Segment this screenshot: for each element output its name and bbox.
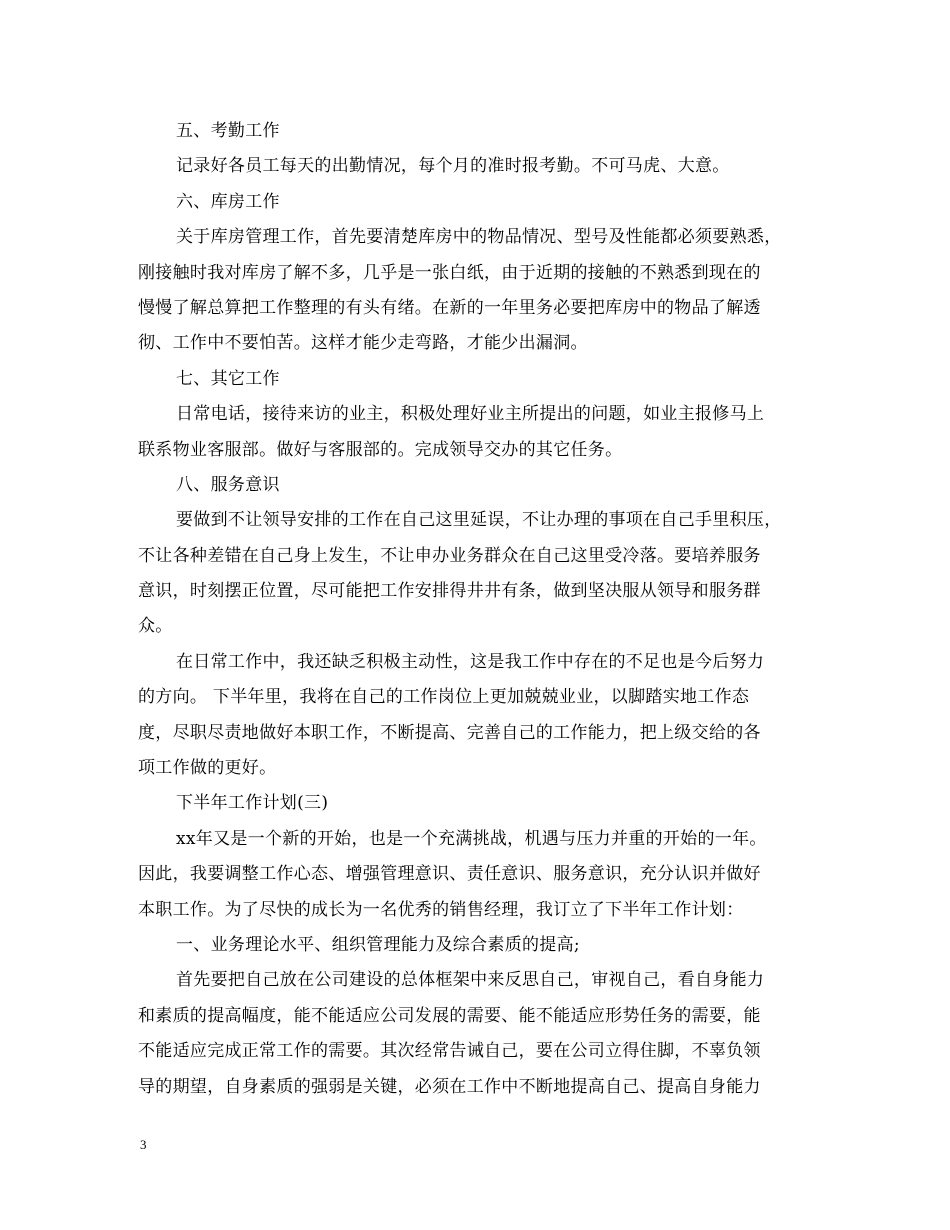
text-line: 日常电话，接待来访的业主，积极处理好业主所提出的问题，如业主报修马上 [176,404,765,425]
text-line: 记录好各员工每天的出勤情况，每个月的准时报考勤。不可马虎、大意。 [176,156,730,177]
text-line: 要做到不让领导安排的工作在自己这里延误，不让办理的事项在自己手里积压， [176,510,782,531]
text-line: 一、业务理论水平、组织管理能力及综合素质的提高; [176,934,580,955]
text-line: 意识，时刻摆正位置，尽可能把工作安排得井井有条，做到坚决服从领导和服务群 [138,581,761,602]
text-line: 导的期望，自身素质的强弱是关键，必须在工作中不断地提高自己、提高自身能力 [138,1076,761,1097]
text-line: 和素质的提高幅度，能不能适应公司发展的需要、能不能适应形势任务的需要，能 [138,1005,761,1026]
text-line: 八、服务意识 [176,474,280,495]
page-number: 3 [140,1137,147,1152]
text-line: 项工作做的更好。 [138,758,277,779]
text-line: 的方向。 下半年里，我将在自己的工作岗位上更加兢兢业业，以脚踏实地工作态 [138,687,750,708]
text-line: 不能适应完成正常工作的需要。其次经常告诫自己，要在公司立得住脚，不辜负领 [138,1041,761,1062]
text-line: 众。 [138,616,173,637]
text-line: 联系物业客服部。做好与客服部的。完成领导交办的其它任务。 [138,439,623,460]
text-line: 刚接触时我对库房了解不多，几乎是一张白纸，由于近期的接触的不熟悉到现在的 [138,262,761,283]
text-line: 五、考勤工作 [176,121,280,141]
text-line: xx年又是一个新的开始，也是一个充满挑战，机遇与压力并重的开始的一年。 [176,828,767,849]
text-line: 首先要把自己放在公司建设的总体框架中来反思自己，审视自己，看自身能力 [176,970,765,991]
text-line: 七、其它工作 [176,368,280,389]
text-line: 度，尽职尽责地做好本职工作，不断提高、完善自己的工作能力，把上级交给的各 [138,722,761,743]
text-line: 彻、工作中不要怕苦。这样才能少走弯路，才能少出漏洞。 [138,333,588,354]
text-line: 下半年工作计划(三) [176,793,329,814]
document-body [138,114,828,1105]
text-line: 本职工作。为了尽快的成长为一名优秀的销售经理，我订立了下半年工作计划： [138,899,744,920]
text-line: 在日常工作中，我还缺乏积极主动性，这是我工作中存在的不足也是今后努力 [176,651,765,672]
text-line: 关于库房管理工作，首先要清楚库房中的物品情况、型号及性能都必须要熟悉， [176,227,782,248]
text-line: 慢慢了解总算把工作整理的有头有绪。在新的一年里务必要把库房中的物品了解透 [138,297,761,318]
text-line: 六、库房工作 [176,191,280,212]
text-line: 因此，我要调整工作心态、增强管理意识、责任意识、服务意识，充分认识并做好 [138,864,761,885]
text-line: 不让各种差错在自己身上发生，不让申办业务群众在自己这里受冷落。要培养服务 [138,545,761,566]
